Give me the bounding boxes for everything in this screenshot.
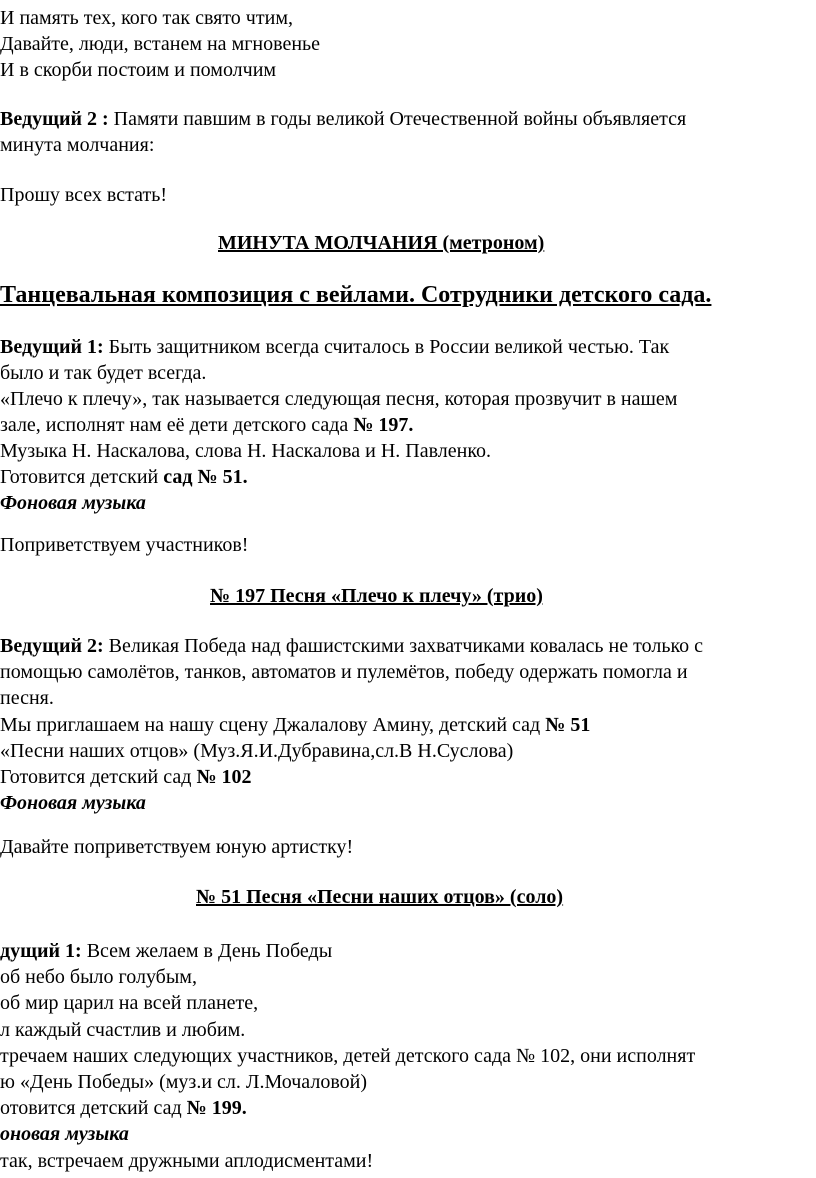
greet-artist: Давайте поприветствуем юную артистку! (0, 836, 354, 858)
host1b-paragraph-line-6: ю «День Победы» (муз.и сл. Л.Мочаловой) (0, 1071, 367, 1093)
host2b-text-4: Мы приглашаем на нашу сцену Джалалову Амину, детский сад (0, 714, 546, 736)
host1-paragraph-line-5: Музыка Н. Наскалова, слова Н. Наскалова и Н. Павленко. (0, 440, 492, 462)
host1b-paragraph-line-2: об небо было голубым, (0, 966, 197, 988)
host2-paragraph-line-1 (0, 106, 686, 132)
silence-heading: МИНУТА МОЛЧАНИЯ (метроном) (218, 232, 545, 254)
speaker-label: дущий 1: (0, 940, 87, 962)
host1b-paragraph-line-3: об мир царил на всей планете, (0, 992, 259, 1014)
speaker-label: Ведущий 2 : (0, 108, 114, 130)
host1-paragraph-line-2: было и так будет всегда. (0, 362, 207, 384)
host1b-paragraph-line-7 (0, 1095, 247, 1121)
kindergarten-number: № 51 (545, 714, 591, 736)
host2-text-1: Памяти павшим в годы великой Отечественной войны объявляется (113, 108, 687, 130)
host1b-text-7: отовится детский сад (0, 1097, 187, 1119)
host1-text-1: Быть защитником всегда считалось в России великой честью. Так (108, 336, 670, 358)
host1b-paragraph-line-4: л каждый счастлив и любим. (0, 1019, 246, 1041)
song-197-heading: № 197 Песня «Плечо к плечу» (трио) (210, 585, 543, 607)
poem-line-3: И в скорби постоим и помолчим (0, 59, 277, 81)
greet-participants: Поприветствуем участников! (0, 534, 249, 556)
song-51-heading: № 51 Песня «Песни наших отцов» (соло) (196, 886, 564, 908)
host1b-paragraph-line-1 (0, 938, 332, 964)
host2b-paragraph-line-1 (0, 633, 703, 659)
host1-paragraph-line-6 (0, 464, 248, 490)
host1b-paragraph-line-5: тречаем наших следующих участников, детей детского сада № 102, они исполнят (0, 1045, 696, 1067)
host1-paragraph-line-4 (0, 412, 413, 438)
host1b-text-1: Всем желаем в День Победы (86, 940, 333, 962)
host2b-paragraph-line-4 (0, 712, 590, 738)
host2b-text-1: Великая Победа над фашистскими захватчиками ковалась не только с (108, 635, 704, 657)
ask-stand: Прошу всех встать! (0, 184, 167, 206)
host1-text-4: зале, исполнят нам её дети детского сада (0, 414, 354, 436)
speaker-label: Ведущий 1: (0, 336, 109, 358)
host1-paragraph-line-3: «Плечо к плечу», так называется следующая песня, которая прозвучит в нашем (0, 388, 678, 410)
speaker-label: Ведущий 2: (0, 635, 109, 657)
host2b-paragraph-line-5: «Песни наших отцов» (Муз.Я.И.Дубравина,сл.В Н.Суслова) (0, 740, 514, 762)
background-music-label: Фоновая музыка (0, 792, 146, 814)
kindergarten-number: сад № 51. (163, 466, 248, 488)
host1-text-6: Готовится детский (0, 466, 164, 488)
poem-line-2: Давайте, люди, встанем на мгновенье (0, 33, 321, 55)
host2b-text-6: Готовится детский сад (0, 766, 197, 788)
kindergarten-number: № 199. (186, 1097, 247, 1119)
host2-paragraph-line-2: минута молчания: (0, 134, 155, 156)
host2b-paragraph-line-3: песня. (0, 687, 54, 709)
host2b-paragraph-line-6 (0, 764, 252, 790)
greet-applause: так, встречаем дружными аплодисментами! (0, 1150, 374, 1172)
background-music-label: оновая музыка (0, 1123, 129, 1145)
dance-heading: Танцевальная композиция с вейлами. Сотрудники детского сада. (0, 282, 712, 308)
kindergarten-number: № 102 (196, 766, 252, 788)
background-music-label: Фоновая музыка (0, 492, 146, 514)
kindergarten-number: № 197. (353, 414, 414, 436)
host2b-paragraph-line-2: помощью самолётов, танков, автоматов и пулемётов, победу одержать помогла и (0, 661, 688, 683)
host1-paragraph-line-1 (0, 334, 669, 360)
poem-line-1: И память тех, кого так свято чтим, (0, 7, 293, 29)
